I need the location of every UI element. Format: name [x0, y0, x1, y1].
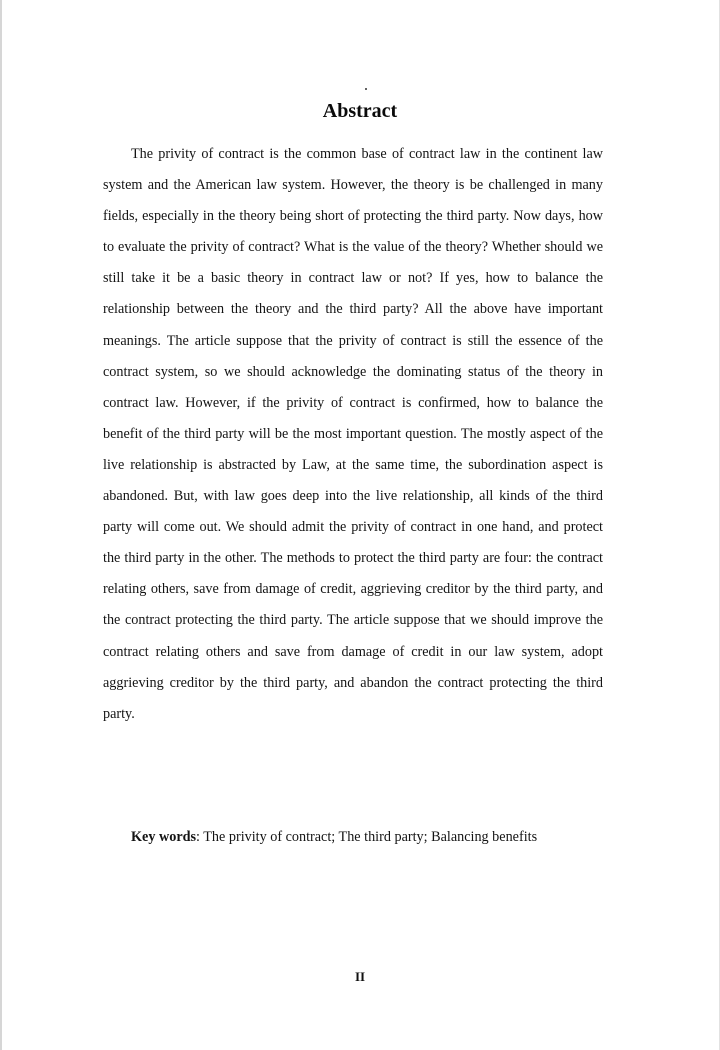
abstract-paragraph: The privity of contract is the common base of contract law in the continent law system and the American law system. However, the theory is be challenged in many fields, especially in the theory being short of protecting the third party. Now days, how to evaluate the privity of contract? What is the value of the theory? Whether should we still take it be a basic theory in contract law or not? If yes, how to balance the relationship between the theory and the third party? All the above have important meanings. The article suppose that the privity of contract is still the essence of the contract system, so we should acknowledge the dominating status of the theory in contract law. However, if the privity of contract is confirmed, how to balance the benefit of the third party will be the most important question. The mostly aspect of the live relationship is abstracted by Law, at the same time, the subordination aspect is abandoned. But, with law goes deep into the live relationship, all kinds of the third party will come out. We should admit the privity of contract in one hand, and protect the third party in the other. The methods to protect the third party are four: the contract relating others, save from damage of credit, aggrieving creditor by the third party, and the contract protecting the third party. The article suppose that we should improve the contract relating others and save from damage of credit in our law system, adopt aggrieving creditor by the third party, and abandon the contract protecting the third party.: [103, 146, 603, 722]
scan-speck: [365, 88, 367, 90]
page-title: Abstract: [322, 100, 398, 122]
keywords-label: Key words: [131, 829, 197, 845]
keywords-text: The privity of contract; The third party; Balancing benefits: [203, 829, 538, 845]
keywords-line: [131, 826, 631, 848]
keywords-separator: :: [196, 829, 204, 845]
page-number: II: [354, 969, 366, 984]
scan-border-left: [0, 0, 2, 1050]
